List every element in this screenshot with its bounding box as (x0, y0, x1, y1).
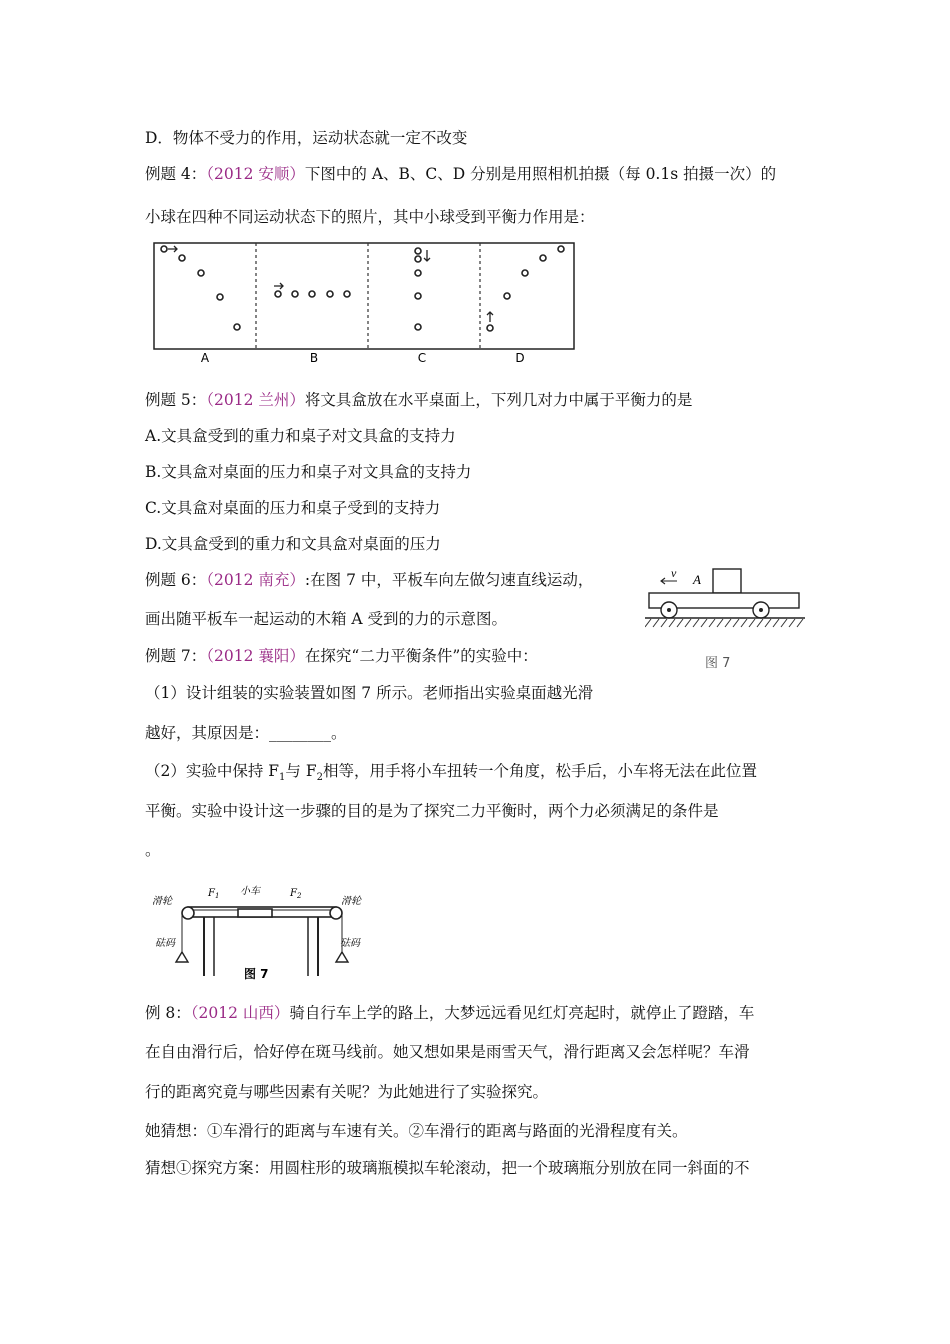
q2-sub-1: 1 (279, 772, 286, 784)
figure-caption: 图 7 (244, 967, 269, 981)
f2-label: $F_2$ (290, 888, 302, 900)
option-b: B.文具盒对桌面的压力和桌子对文具盒的支持力 (145, 463, 472, 481)
example-5-source: （2012 兰州） (206, 391, 305, 409)
example-6-prefix: 例题 6： (145, 571, 207, 589)
weight-left-icon (176, 952, 188, 962)
velocity-label: v (671, 566, 677, 580)
wooden-box (713, 569, 741, 593)
question-1-line-2: 越好，其原因是：________。 (145, 724, 347, 742)
example-8-line-2: 在自由滑行后，恰好停在斑马线前。她又想如果是雨雪天气，滑行距离又会怎样呢？车滑 (145, 1043, 750, 1061)
arrow-right-icon (274, 283, 283, 289)
panel-label-d: D (515, 351, 525, 365)
example-6-line (145, 570, 593, 590)
example-7-source: （2012 襄阳） (206, 647, 305, 665)
q2-part-c: 相等，用手将小车扭转一个角度，松手后，小车将无法在此位置 (322, 762, 757, 780)
example-8-prefix: 例 8： (145, 1004, 191, 1022)
example-7-prefix: 例题 7： (145, 647, 207, 665)
example-6-source: （2012 南充） (206, 571, 305, 589)
example-4-line (145, 164, 776, 184)
box-label: A (693, 572, 701, 587)
pulley-right-icon (330, 907, 342, 919)
example-4-source: （2012 安顺） (206, 165, 305, 183)
arrow-right-icon (168, 246, 177, 252)
pulley-right-label: 滑轮 (341, 896, 361, 907)
example-8-source: （2012 山西） (190, 1004, 290, 1022)
q2-sub-2: 2 (316, 772, 323, 784)
example-4-line-2: 小球在四种不同运动状态下的照片，其中小球受到平衡力作用是： (145, 208, 595, 226)
figure-caption: 图 7 (705, 656, 731, 671)
hypothesis-line: 她猜想：①车滑行的距离与车速有关。②车滑行的距离与路面的光滑程度有关。 (145, 1122, 688, 1140)
question-2-line-3: 。 (145, 841, 161, 859)
q2-part-a: （2）实验中保持 F (145, 762, 280, 780)
panel-label-c: C (417, 351, 427, 365)
weight-right-label: 砝码 (340, 938, 360, 949)
q2-part-b: 与 F (285, 762, 317, 780)
example-4-prefix: 例题 4： (145, 165, 207, 183)
example-8-line (145, 1003, 754, 1023)
arrow-down-icon (424, 250, 430, 261)
example-7-text: 在探究“二力平衡条件”的实验中： (304, 647, 538, 665)
example-5-prefix: 例题 5： (145, 391, 207, 409)
plan-line: 猜想①探究方案：用圆柱形的玻璃瓶模拟车轮滚动，把一个玻璃瓶分别放在同一斜面的不 (145, 1159, 750, 1177)
option-c: C.文具盒对桌面的压力和桌子受到的支持力 (145, 499, 441, 517)
ball-photos-figure (150, 238, 580, 370)
flatbed-cart-figure (645, 564, 805, 672)
option-d: D.文具盒受到的重力和文具盒对桌面的压力 (145, 535, 441, 553)
panel-b-balls (275, 291, 350, 297)
pulley-left-icon (182, 907, 194, 919)
f1-label: $F_1$ (208, 888, 220, 900)
arrow-up-icon (487, 312, 493, 322)
example-6-text: :在图 7 中，平板车向左做匀速直线运动， (304, 571, 594, 589)
question-1-line: （1）设计组装的实验装置如图 7 所示。老师指出实验桌面越光滑 (145, 684, 594, 702)
example-7-line (145, 646, 538, 666)
panel-d-balls (487, 246, 564, 331)
option-d-line: D．物体不受力的作用，运动状态就一定不改变 (145, 129, 468, 147)
ground-hatching (645, 619, 803, 627)
weight-right-icon (336, 952, 348, 962)
option-a: A.文具盒受到的重力和桌子对文具盒的支持力 (145, 427, 456, 445)
example-5-line (145, 390, 692, 410)
panel-a-balls (161, 246, 240, 330)
example-5-text: 将文具盒放在水平桌面上，下列几对力中属于平衡力的是 (304, 391, 693, 409)
example-8-text: 骑自行车上学的路上，大梦远远看见红灯亮起时，就停止了蹬踏，车 (289, 1004, 755, 1022)
example-6-line-2: 画出随平板车一起运动的木箱 A 受到的力的示意图。 (145, 610, 508, 628)
question-2-line-2: 平衡。实验中设计这一步骤的目的是为了探究二力平衡时，两个力必须满足的条件是 (145, 802, 719, 820)
pulley-left-label: 滑轮 (152, 896, 172, 907)
question-2-line (145, 761, 757, 788)
example-4-text: 下图中的 A、B、C、D 分别是用照相机拍摄（每 0.1s 拍摄一次）的 (304, 165, 777, 183)
cart-label: 小车 (240, 886, 260, 897)
panel-label-b: B (309, 351, 319, 365)
cart (238, 909, 272, 917)
panel-c-balls (415, 248, 421, 330)
example-8-line-3: 行的距离究竟与哪些因素有关呢？为此她进行了实验探究。 (145, 1083, 549, 1101)
balance-apparatus-figure (150, 880, 375, 982)
panel-label-a: A (200, 351, 210, 365)
weight-left-label: 砝码 (155, 938, 175, 949)
